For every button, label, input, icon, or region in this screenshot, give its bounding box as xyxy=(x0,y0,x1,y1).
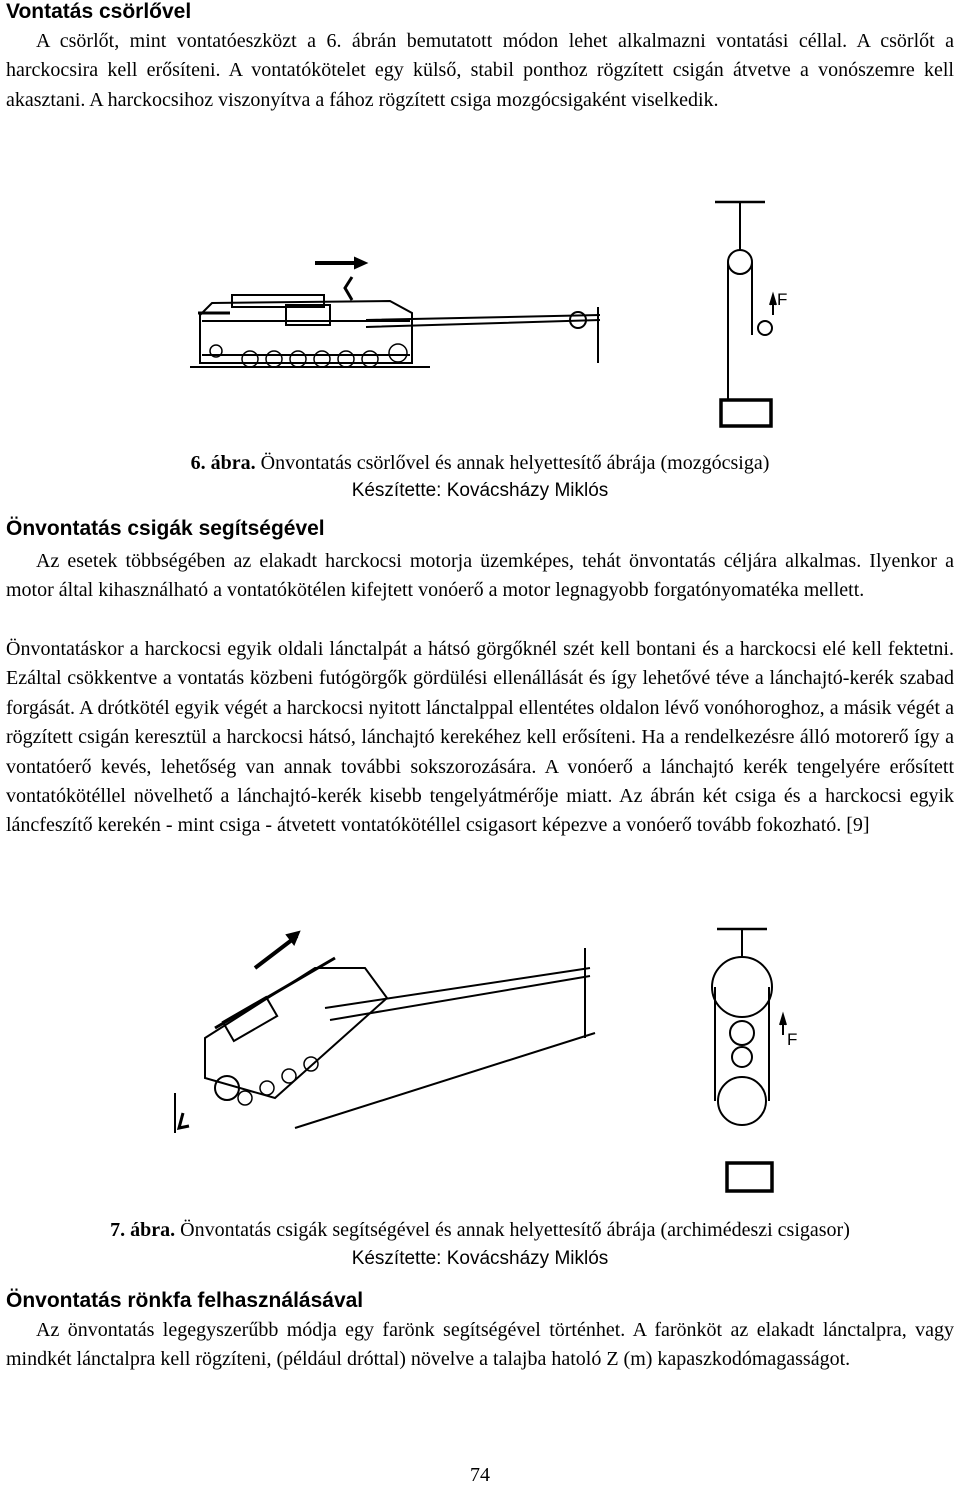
paragraph-pulleys-2: Önvontatáskor a harckocsi egyik oldali lánctalpát a hátsó görgőknél szét kell bontani és a harckocsi elé kell fektetni. Ezáltal csökkentve a vontatás közbeni futógörgők gördülési ellenállását és így lehetővé téve a lánchajtó-kerék szabad forgását. A drótkötél egyik végét a harckocsi nyitott lánctalppal ellentétes oldalon lévő vonóhoroghoz, a másik végét a rögzített csigán keresztül a harckocsi hátsó, lánchajtó kerekéhez kell erősíteni. Ha a rendelkezésre álló motorerő így a vontatóerő kevés, lehetőség van annak további sokszorozására. A vonóerő a lánchajtó kerék tengelyére erősített vontatókötéllel növelhető a lánchajtó-kerék kisebb tengelyátmérője miatt. Az ábrán két csiga és a harckocsi egyik láncfeszítő kerekén - mint csiga - átvetett vontatókötéllel csigasort képezve a vonóerő tovább fokozható. [9] xyxy=(6,638,954,837)
paragraph-log: Az önvontatás legegyszerűbb módja egy farönk segítségével történhet. A farönköt az elakadt lánctalpra, vagy mindkét lánctalpra kell rögzíteni, (például dróttal) növelve a talajba hatoló Z (m) kapaszkodómagasságot. xyxy=(6,1319,954,1371)
figure-7-compound-pulley-diagram xyxy=(715,925,815,1195)
paragraph-pulleys-1: Az esetek többségében az elakadt harckocsi motorja üzemképes, tehát önvontatás céljára alkalmas. Ilyenkor a motor által kihasználható a vontatókötélen kifejtett vonóerő a motor legnagyobb forgatónyomatéka mellett. xyxy=(6,550,954,602)
figure-6-credit: Készítette: Kovácsházy Miklós xyxy=(351,480,609,501)
paragraph-winch: A csörlőt, mint vontatóeszközt a 6. ábrán bemutatott módon lehet alkalmazni vontatási céllal. A csörlőt a harckocsira kell erősíteni. A vontatókötelet egy külső, stabil ponthoz rögzített csigán átvetve a vonószemre kell akasztani. A harckocsihoz viszonyítva a fához rögzített csiga mozgócsigaként viselkedik. xyxy=(6,30,954,111)
figure-7-force-label: F xyxy=(787,1030,798,1049)
section-heading-winch: Vontatás csörlővel xyxy=(6,0,192,23)
figure-7-credit: Készítette: Kovácsházy Miklós xyxy=(351,1248,609,1269)
section-heading-pulleys: Önvontatás csigák segítségével xyxy=(6,517,325,540)
figure-6-force-label: F xyxy=(777,290,788,309)
page-number: 74 xyxy=(470,1464,490,1486)
figure-7-tank-pulleys-drawing xyxy=(175,928,595,1138)
figure-7-caption: 7. ábra. Önvontatás csigák segítségével és annak helyettesítő ábrája (archimédeszi csigasor) xyxy=(110,1219,850,1241)
figure-6-caption: 6. ábra. Önvontatás csörlővel és annak helyettesítő ábrája (mozgócsiga) xyxy=(190,452,770,474)
figure-6-tank-winch-drawing xyxy=(190,255,630,375)
figure-6-moving-pulley-diagram xyxy=(715,190,788,430)
section-heading-log: Önvontatás rönkfa felhasználásával xyxy=(6,1289,364,1312)
